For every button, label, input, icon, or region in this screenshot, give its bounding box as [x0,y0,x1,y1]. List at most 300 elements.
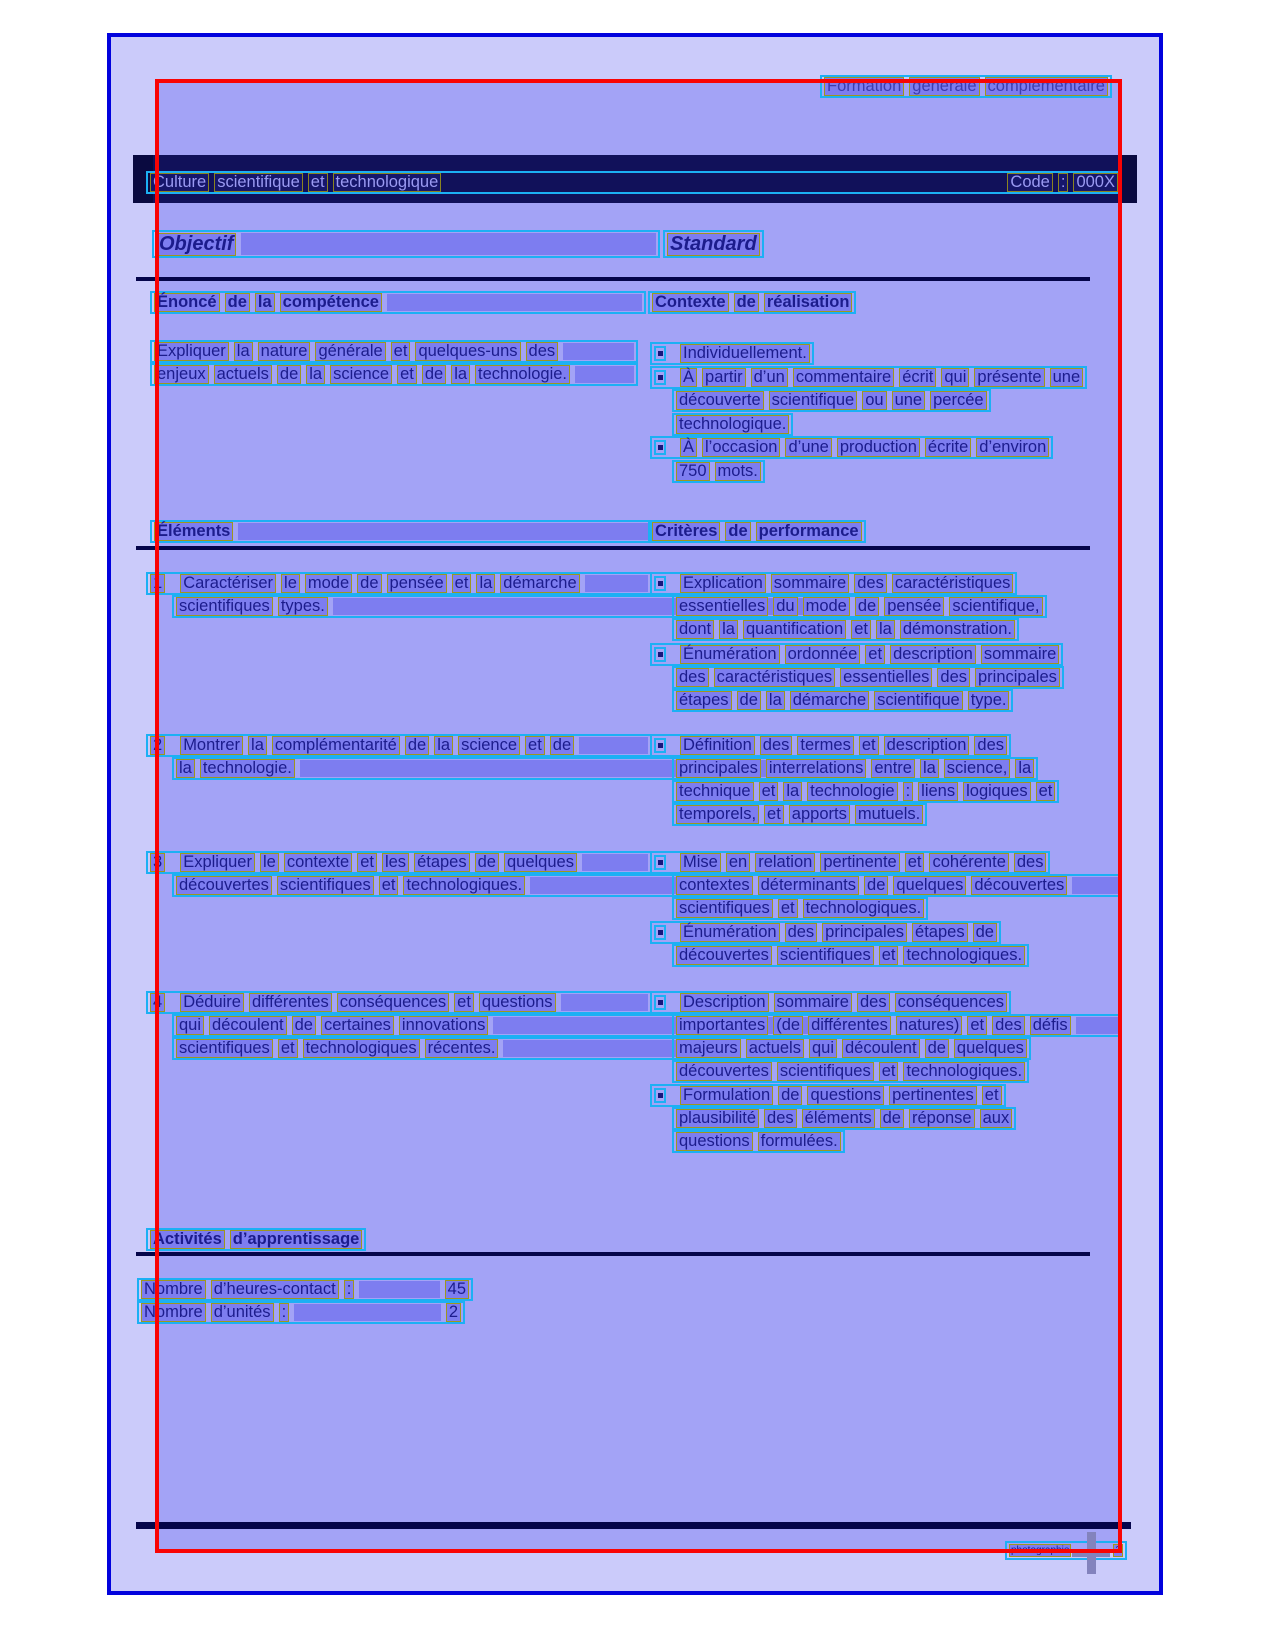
ocr-word[interactable]: quelques-uns [415,342,520,361]
critere-4b-line-2 [672,1107,1016,1130]
ocr-word[interactable]: la [234,342,253,361]
ocr-word[interactable]: d’un [751,368,788,387]
ocr-word[interactable]: À [680,438,697,457]
critere-3b-line-2 [672,944,1029,967]
ocr-word[interactable]: des [854,574,887,593]
ocr-word[interactable]: éléments [802,1109,875,1128]
column-heading-objectif [152,230,660,258]
critere-1a-line-1 [650,572,1017,595]
ocr-word[interactable]: principales [676,759,761,778]
ocr-word[interactable]: démonstration. [900,620,1015,639]
ocr-word[interactable]: photographie [1011,1545,1070,1556]
ocr-word[interactable]: essentielles [676,597,768,616]
ocr-word[interactable]: qui [941,368,969,387]
ocr-word[interactable]: pertinente [820,853,899,872]
bullet-icon [654,440,666,455]
ocr-word[interactable]: Déduire [180,993,244,1012]
ocr-word[interactable]: Formulation [680,1086,773,1105]
ocr-word[interactable]: récentes. [425,1039,499,1058]
contexte-bullet-1 [650,342,814,365]
section-heading-enonce [150,291,646,314]
ocr-word[interactable]: actuels [746,1039,804,1058]
ocr-word[interactable]: Énumération [680,645,780,664]
ocr-word[interactable]: technique [676,782,754,801]
ocr-word[interactable]: mode [803,597,850,616]
ocr-word[interactable]: nature [258,342,311,361]
ocr-word[interactable]: Nombre [141,1280,206,1299]
ocr-word[interactable]: relation [755,853,815,872]
contexte-bullet-3-line-1 [650,436,1053,459]
ocr-word[interactable]: : [1058,173,1069,192]
ocr-word[interactable]: principales [822,923,907,942]
ocr-word[interactable]: écrit [899,368,936,387]
ocr-word[interactable]: complémentarité [272,736,400,755]
ocr-word[interactable]: et [905,853,925,872]
contexte-bullet-2-line-2 [672,389,991,412]
ocr-word[interactable]: conséquences [895,993,1007,1012]
ocr-word[interactable]: de [973,923,997,942]
ocr-word[interactable]: Formation [824,77,904,96]
ocr-word[interactable]: une [892,391,926,410]
ocr-word[interactable]: et [865,645,885,664]
ocr-word[interactable]: 3 [150,853,165,872]
line-trailing-fill [238,523,648,540]
ocr-word[interactable]: pensée [387,574,447,593]
ocr-word[interactable]: la [176,759,195,778]
ocr-word[interactable]: déterminants [758,876,859,895]
ocr-word[interactable]: Individuellement. [680,344,810,363]
ocr-word[interactable]: des [676,668,709,687]
ocr-word[interactable]: scientifique [769,391,858,410]
ocr-word[interactable]: de [422,365,446,384]
ocr-word[interactable]: défis [1030,1016,1071,1035]
ocr-word[interactable]: le [260,853,279,872]
ocr-word[interactable]: ordonnée [785,645,861,664]
ocr-word[interactable]: ou [862,391,886,410]
ocr-word[interactable]: et [308,173,328,192]
ocr-word[interactable]: démarche [790,691,869,710]
ocr-word[interactable]: et [764,805,784,824]
ocr-word[interactable]: Expliquer [154,342,229,361]
section-heading-criteres [648,520,866,543]
ocr-word[interactable]: entre [871,759,915,778]
ocr-word[interactable]: technologie [807,782,897,801]
ocr-word[interactable]: de [880,1109,904,1128]
course-title-bar-right-cap [1122,155,1137,203]
ocr-word[interactable]: type. [968,691,1010,710]
ocr-word[interactable]: questions [479,993,556,1012]
ocr-word[interactable]: et [967,1016,987,1035]
ocr-word[interactable]: formulées. [758,1132,841,1151]
ocr-word[interactable]: découvertes [676,1062,772,1081]
ocr-word[interactable]: certaines [321,1016,394,1035]
ocr-word[interactable]: des [1014,853,1047,872]
ocr-word[interactable]: de [277,365,301,384]
ocr-word[interactable]: d’environ [976,438,1049,457]
ocr-word[interactable]: mutuels. [855,805,923,824]
ocr-word[interactable]: et [357,853,377,872]
ocr-word[interactable]: 2 [150,736,165,755]
ocr-word[interactable]: scientifique, [949,597,1042,616]
ocr-word[interactable]: Explication [680,574,766,593]
ocr-word[interactable]: et [879,1062,899,1081]
critere-2a-line-4 [672,803,927,826]
page-header-right [820,75,1112,98]
ocr-word[interactable]: générale [909,77,979,96]
ocr-word[interactable]: des [785,923,818,942]
ocr-word[interactable]: Définition [680,736,755,755]
ocr-word[interactable]: scientifiques [777,946,874,965]
critere-2a-line-2 [672,757,1038,780]
ocr-word[interactable]: Expliquer [180,853,255,872]
ocr-word[interactable]: réponse [909,1109,975,1128]
contexte-bullet-2-line-3 [672,413,793,436]
bullet-icon [654,576,666,591]
ocr-word[interactable]: plausibilité [676,1109,759,1128]
ocr-word[interactable]: de [925,1039,949,1058]
ocr-word[interactable]: technologiques. [903,1062,1025,1081]
ocr-word[interactable]: de [292,1016,316,1035]
line-trailing-fill [1076,1017,1118,1034]
line-trailing-fill [585,575,648,592]
ocr-word[interactable]: et [397,365,417,384]
ocr-word[interactable]: technologie. [200,759,295,778]
ocr-word[interactable]: contextes [676,876,753,895]
ocr-word[interactable]: liens [918,782,958,801]
ocr-word[interactable]: des [760,736,793,755]
ocr-word[interactable]: : [344,1280,355,1299]
ocr-word[interactable]: innovations [399,1016,488,1035]
ocr-word[interactable]: conséquences [337,993,449,1012]
ocr-word[interactable]: temporels, [676,805,759,824]
ocr-word[interactable]: natures) [896,1016,963,1035]
element-2-line-1 [146,734,652,757]
ocr-word[interactable]: Mise [680,853,721,872]
critere-1b-line-1 [650,643,1063,666]
ocr-word[interactable]: technologie. [475,365,570,384]
bullet-icon [654,1088,666,1103]
ocr-word[interactable]: scientifiques [176,597,273,616]
ocr-word[interactable]: scientifique [874,691,963,710]
ocr-word[interactable]: sommaire [774,993,852,1012]
ocr-word[interactable]: 750 [676,462,710,481]
critere-4a-line-3 [672,1037,1031,1060]
ocr-word[interactable]: écrite [925,438,971,457]
ocr-word[interactable]: complémentaire [985,77,1108,96]
ocr-word[interactable]: types. [278,597,328,616]
ocr-word[interactable]: logiques [963,782,1030,801]
ocr-word[interactable]: découverte [676,391,764,410]
ocr-word[interactable]: démarche [500,574,579,593]
ocr-word[interactable]: et [778,899,798,918]
heures-contact-line [137,1278,473,1301]
ocr-word[interactable]: des [857,993,890,1012]
ocr-word[interactable]: la [306,365,325,384]
ocr-word[interactable]: d’apprentissage [230,1230,363,1249]
critere-4a-line-2 [672,1014,1122,1037]
ocr-word[interactable]: science [330,365,392,384]
ocr-word[interactable]: 45 [445,1280,469,1299]
bullet-icon [654,647,666,662]
ocr-word[interactable]: et [1036,782,1056,801]
column-heading-standard [663,230,764,258]
competence-line-2 [150,363,638,386]
ocr-word[interactable]: l’occasion [702,438,780,457]
ocr-word[interactable]: mots. [715,462,761,481]
ocr-word[interactable]: de [475,853,499,872]
ocr-word[interactable]: 1 [150,574,165,593]
ocr-word[interactable]: et [278,1039,298,1058]
ocr-word[interactable]: des [937,668,970,687]
ocr-word[interactable]: scientifiques [176,1039,273,1058]
element-1-line-1 [146,572,652,595]
ocr-word[interactable]: de [725,522,750,541]
ocr-word[interactable]: Description [680,993,769,1012]
course-title-bar-line [146,171,1122,194]
ocr-word[interactable]: aux [980,1109,1013,1128]
ocr-word[interactable]: des [974,736,1007,755]
ocr-word[interactable]: de [734,293,759,312]
bullet-icon [654,855,666,870]
ocr-word[interactable]: questions [807,1086,884,1105]
line-trailing-fill [582,854,648,871]
ocr-word[interactable]: découvertes [676,946,772,965]
ocr-word[interactable]: de [864,876,888,895]
ocr-word[interactable]: pensée [884,597,944,616]
ocr-word[interactable]: apports [789,805,850,824]
ocr-word[interactable]: étapes [676,691,732,710]
critere-2a-line-1 [650,734,1011,757]
ocr-word[interactable]: À [680,368,697,387]
ocr-word[interactable]: Culture [150,173,209,192]
line-gap [359,1281,439,1298]
ocr-word[interactable]: caractéristiques [714,668,836,687]
ocr-word[interactable]: générale [315,342,385,361]
ocr-word[interactable]: les [382,853,409,872]
ocr-word[interactable]: la [451,365,470,384]
ocr-word[interactable]: une [1050,368,1084,387]
ocr-word[interactable]: termes [797,736,853,755]
ocr-word[interactable]: : [279,1303,290,1322]
ocr-word[interactable]: technologique [333,173,442,192]
ocr-word[interactable]: Éléments [154,522,233,541]
ocr-word[interactable]: 4 [150,993,165,1012]
ocr-word[interactable]: en [726,853,750,872]
ocr-word[interactable]: caractéristiques [892,574,1014,593]
ocr-word[interactable]: la [1015,759,1034,778]
ocr-word[interactable]: Objectif [156,233,236,256]
ocr-word[interactable]: qui [809,1039,837,1058]
ocr-word[interactable]: la [434,736,453,755]
ocr-word[interactable]: la [255,293,275,312]
ocr-word[interactable]: la [476,574,495,593]
ocr-word[interactable]: Standard [667,233,760,256]
ocr-word[interactable]: quantification [743,620,846,639]
ocr-word[interactable]: quelques [954,1039,1027,1058]
element-4-line-1 [146,991,652,1014]
ocr-word[interactable]: la [248,736,267,755]
ocr-word[interactable]: actuels [214,365,272,384]
ocr-word[interactable]: majeurs [676,1039,741,1058]
ocr-word[interactable]: contexte [284,853,352,872]
ocr-word[interactable]: d’unités [211,1303,274,1322]
line-trailing-fill [575,366,634,383]
ocr-word[interactable]: Montrer [180,736,243,755]
ocr-word[interactable]: questions [676,1132,753,1151]
critere-3a-line-2 [672,874,1122,897]
critere-1a-line-3 [672,618,1019,641]
critere-2a-line-3 [672,780,1059,803]
ocr-word[interactable]: de [225,293,250,312]
ocr-word[interactable]: de [855,597,879,616]
crosshair-marker-horizontal [1072,1549,1110,1557]
ocr-word[interactable]: Critères [652,522,720,541]
ocr-word[interactable]: la [719,620,738,639]
ocr-word[interactable]: principales [975,668,1060,687]
ocr-word[interactable]: découvertes [176,876,272,895]
ocr-word[interactable]: production [837,438,920,457]
ocr-word[interactable]: quelques [504,853,577,872]
ocr-word[interactable]: scientifique [214,173,303,192]
ocr-word[interactable]: partir [702,368,746,387]
ocr-word[interactable]: du [773,597,797,616]
ocr-word[interactable]: différentes [808,1016,891,1035]
ocr-word[interactable]: la [920,759,939,778]
ocr-word[interactable]: la [766,691,785,710]
ocr-word[interactable]: performance [756,522,862,541]
critere-1a-line-2 [672,595,1047,618]
line-trailing-fill [579,737,648,754]
ocr-word[interactable]: d’une [785,438,831,457]
ocr-word[interactable]: présente [974,368,1044,387]
ocr-word[interactable]: la [876,620,895,639]
ocr-word[interactable]: quelques [893,876,966,895]
section-rule-4 [136,1522,1131,1529]
ocr-word[interactable]: Énumération [680,923,780,942]
ocr-word[interactable]: qui [176,1016,204,1035]
ocr-word[interactable]: et [851,620,871,639]
ocr-word[interactable]: pertinentes [889,1086,977,1105]
ocr-word[interactable]: de [357,574,381,593]
ocr-word[interactable]: et [391,342,411,361]
ocr-word[interactable]: technologiques. [803,899,925,918]
line-trailing-fill [561,994,648,1011]
ocr-word[interactable]: étapes [414,853,470,872]
ocr-word[interactable]: des [764,1109,797,1128]
ocr-word[interactable]: compétence [280,293,382,312]
line-trailing-fill [387,294,642,311]
element-4-line-3 [172,1037,690,1060]
ocr-word[interactable]: des [526,342,559,361]
ocr-word[interactable]: description [890,645,976,664]
contexte-bullet-2-line-1 [650,366,1087,389]
ocr-word[interactable]: Caractériser [180,574,276,593]
ocr-word[interactable]: percée [930,391,986,410]
ocr-word[interactable]: interrelations [766,759,866,778]
ocr-word[interactable]: description [884,736,970,755]
ocr-word[interactable]: commentaire [793,368,894,387]
ocr-word[interactable]: des [992,1016,1025,1035]
ocr-word[interactable]: 3 [1115,1545,1121,1556]
critere-1b-line-3 [672,689,1013,712]
ocr-word[interactable]: technologique. [676,415,789,434]
ocr-word[interactable]: Contexte [652,293,729,312]
ocr-word[interactable]: la [783,782,802,801]
bullet-icon [654,370,666,385]
ocr-word[interactable]: découlent [842,1039,920,1058]
line-trailing-fill [563,343,634,360]
ocr-word[interactable]: Activités [150,1230,225,1249]
ocr-word[interactable]: dont [676,620,714,639]
ocr-word[interactable]: sommaire [771,574,849,593]
ocr-word[interactable]: et [525,736,545,755]
ocr-word[interactable]: le [281,574,300,593]
ocr-word[interactable]: sommaire [981,645,1059,664]
line-trailing-fill [503,1040,686,1057]
bullet-icon [654,925,666,940]
ocr-word[interactable]: découvertes [971,876,1067,895]
ocr-word[interactable]: étapes [912,923,968,942]
line-trailing-fill [1072,877,1118,894]
critere-3a-line-1 [650,851,1050,874]
critere-4b-line-3 [672,1130,845,1153]
ocr-word[interactable]: Code [1007,173,1052,192]
ocr-word[interactable]: enjeux [154,365,209,384]
ocr-word[interactable]: importantes [676,1016,768,1035]
section-rule-3 [136,1252,1090,1256]
ocr-word[interactable]: : [903,782,914,801]
ocr-word[interactable]: de [737,691,761,710]
ocr-word[interactable]: Énoncé [154,293,220,312]
line-trailing-fill [241,233,656,255]
ocr-word[interactable]: et [859,736,879,755]
ocr-word[interactable]: Nombre [141,1303,206,1322]
ocr-word[interactable]: science, [944,759,1011,778]
ocr-word[interactable]: 000X [1073,173,1118,192]
ocr-word[interactable]: mode [305,574,352,593]
ocr-word[interactable]: différentes [249,993,332,1012]
bullet-icon [654,995,666,1010]
ocr-word[interactable]: (de [773,1016,803,1035]
ocr-word[interactable]: et [759,782,779,801]
contexte-bullet-3-line-2 [672,460,765,483]
ocr-word[interactable]: scientifiques [777,1062,874,1081]
ocr-word[interactable]: découlent [209,1016,287,1035]
ocr-word[interactable]: d’heures-contact [211,1280,339,1299]
section-heading-contexte [648,291,856,314]
ocr-word[interactable]: technologiques [303,1039,420,1058]
ocr-word[interactable]: science [458,736,520,755]
ocr-word[interactable]: et [452,574,472,593]
ocr-word[interactable]: de [550,736,574,755]
line-gap [294,1304,441,1321]
ocr-word[interactable]: de [405,736,429,755]
ocr-word[interactable]: de [778,1086,802,1105]
ocr-word[interactable]: et [879,946,899,965]
ocr-word[interactable]: essentielles [840,668,932,687]
element-3-line-1 [146,851,652,874]
ocr-word[interactable]: et [982,1086,1002,1105]
ocr-word[interactable]: technologiques. [403,876,525,895]
ocr-word[interactable]: et [454,993,474,1012]
ocr-word[interactable]: cohérente [929,853,1008,872]
ocr-word[interactable]: et [379,876,399,895]
ocr-word[interactable]: scientifiques [676,899,773,918]
ocr-word[interactable]: technologiques. [903,946,1025,965]
ocr-word[interactable]: 2 [446,1303,461,1322]
ocr-word[interactable]: scientifiques [277,876,374,895]
ocr-word[interactable]: réalisation [764,293,853,312]
